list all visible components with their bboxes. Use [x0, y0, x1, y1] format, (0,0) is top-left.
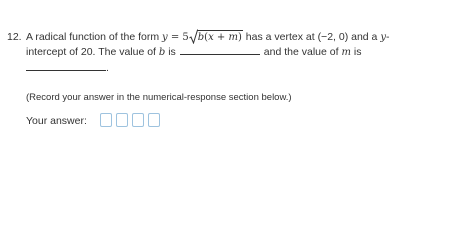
radicand-open: (: [204, 32, 209, 43]
square-root: [189, 31, 243, 44]
answer-label: Your answer:: [26, 115, 87, 127]
question-text-suffix: has a vertex at (−2, 0) and a: [242, 31, 381, 43]
radicand-x: x: [208, 32, 214, 43]
answer-digit-box-2[interactable]: [116, 113, 128, 127]
y-variable: y: [380, 32, 386, 43]
question-line2-end: is: [350, 46, 362, 58]
radicand: [197, 30, 243, 43]
question-number: 12.: [7, 31, 22, 43]
radicand-m: m: [228, 32, 238, 43]
formula-lhs: y: [162, 32, 168, 43]
m-variable: m: [341, 47, 351, 58]
question-line-1: [26, 31, 389, 44]
question-line2-is: is: [165, 46, 176, 58]
question-text-prefix: A radical function of the form: [26, 31, 162, 43]
question-line2-mid: and the value of: [263, 46, 342, 58]
b-answer-blank: [180, 44, 260, 55]
radicand-b: b: [197, 32, 205, 43]
question-line-3: [26, 60, 109, 75]
question-line1-end: -: [385, 31, 390, 43]
formula-equals: = 5: [167, 32, 189, 43]
record-answer-note: (Record your answer in the numerical-response section below.): [26, 92, 292, 103]
radical-sign-icon: [189, 29, 198, 44]
m-answer-blank: [26, 60, 106, 71]
radicand-close: ): [237, 32, 242, 43]
question-line3-end: .: [106, 62, 109, 74]
radicand-plus: +: [213, 32, 229, 43]
question-line-2: [26, 44, 361, 59]
question-line2-prefix: intercept of 20. The value of: [26, 46, 159, 58]
answer-digit-box-3[interactable]: [132, 113, 144, 127]
answer-digit-box-1[interactable]: [100, 113, 112, 127]
b-variable: b: [158, 47, 166, 58]
answer-digit-box-4[interactable]: [148, 113, 160, 127]
